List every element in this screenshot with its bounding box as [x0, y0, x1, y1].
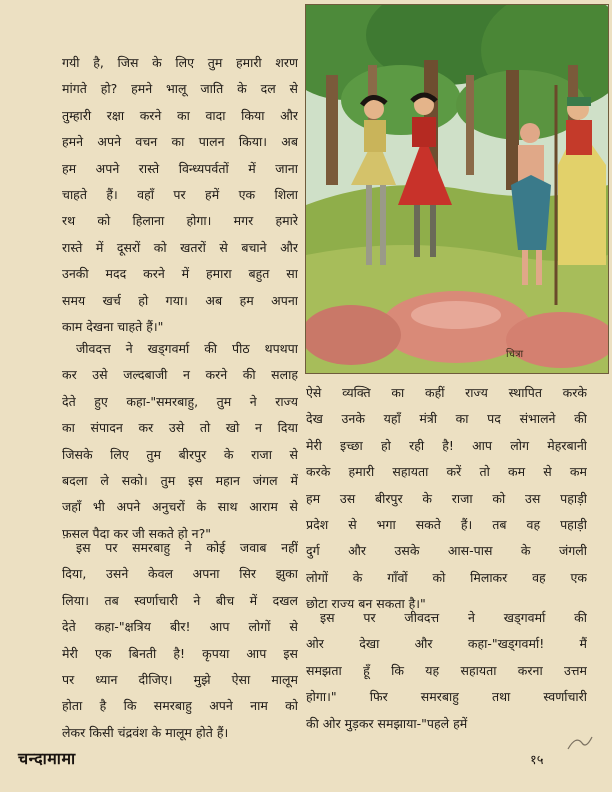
text-line: कर उसे जल्दबाजी न करने की सलाह	[62, 367, 298, 383]
text-line: होगा।" फिर समरबाहु तथा स्वर्णाचारी	[306, 689, 587, 705]
story-paragraph-2	[62, 336, 298, 547]
text-line: लेकर किसी चंद्रवंश के मालूम होते हैं।	[62, 724, 229, 740]
text-line: हमने अपने वचन का पालन किया। अब	[62, 134, 298, 150]
text-line: मेरी इच्छा हो रही है! आप लोग मेहरबानी	[306, 437, 587, 453]
text-line: इस पर समरबाहु ने कोई जवाब नहीं	[76, 540, 298, 555]
story-paragraph-5	[306, 605, 587, 737]
text-line: पर ध्यान दीजिए। मुझे ऐसा मालूम	[62, 672, 298, 688]
text-line: काम देखना चाहते हैं।"	[62, 319, 164, 335]
text-line: होता है कि समरबाहु अपने नाम को	[62, 698, 298, 714]
story-paragraph-3	[62, 535, 298, 746]
text-line: हम अपने रास्ते विन्ध्यपर्वतों में जाना	[62, 160, 298, 176]
text-line: रथ को हिलाना होगा। मगर हमारे	[62, 213, 298, 229]
text-line: ओर देखा और कहा-"खड्गवर्मा! मैं	[306, 636, 587, 652]
story-paragraph-4	[306, 380, 587, 618]
text-line: लिया। तब स्वर्णाचारी ने बीच में दखल	[62, 592, 298, 608]
story-paragraph-1	[62, 50, 298, 340]
text-line: उनकी मदद करने में हमारा बहुत सा	[62, 266, 298, 282]
text-line: करके हमारी सहायता करें तो कम से कम	[306, 464, 587, 480]
text-line: गयी है, जिस के लिए तुम हमारी शरण	[62, 55, 298, 70]
text-line: छोटा राज्य बन सकता है।"	[306, 596, 426, 612]
text-line: देख उनके यहाँ मंत्री का पद संभालने की	[306, 411, 587, 427]
text-line: हम उस बीरपुर के राजा को उस पहाड़ी	[306, 490, 587, 506]
text-line: देते कहा-"क्षत्रिय बीर! आप लोगों से	[62, 619, 298, 635]
text-line: ऐसे व्यक्ति का कहीं राज्य स्थापित करके	[306, 385, 587, 400]
text-line: मेरी एक बिनती है! कृपया आप इस	[62, 645, 298, 661]
text-line: बदला ले सको। तुम इस महान जंगल में	[62, 473, 298, 489]
text-line: समझता हूँ कि यह सहायता करना उत्तम	[306, 662, 587, 678]
text-line: तुम्हारी रक्षा करने का वादा किया और	[62, 107, 298, 123]
text-line: लोगों के गाँवों को मिलाकर वह एक	[306, 569, 587, 585]
story-illustration	[305, 4, 609, 374]
pen-mark-icon	[566, 733, 594, 753]
text-line: दिया, उसने केवल अपना सिर झुका	[62, 566, 298, 582]
text-line: रास्ते में दूसरों को खतरों से बचाने और	[62, 239, 298, 255]
text-line: चाहते हैं। वहाँ पर हमें एक शिला	[62, 187, 298, 203]
artist-signature: चित्रा	[506, 349, 524, 360]
text-line: की ओर मुड़कर समझाया-"पहले हमें	[306, 715, 468, 731]
text-line: समय खर्च हो गया। अब हम अपना	[62, 292, 298, 308]
text-line: मांगते हो? हमने भालू जाति के दल से	[62, 81, 298, 97]
text-line: जहाँ भी अपने अनुचरों के साथ आराम से	[62, 499, 298, 515]
text-line: जीवदत्त ने खड्गवर्मा की पीठ थपथपा	[76, 341, 298, 356]
text-line: दुर्ग और उसके आस-पास के जंगली	[306, 543, 587, 559]
text-line: देते हुए कहा-"समरबाहु, तुम ने राज्य	[62, 393, 298, 409]
text-line: का संपादन कर उसे तो खो न दिया	[62, 420, 298, 436]
text-line: जिसके लिए तुम बीरपुर के राजा से	[62, 446, 298, 462]
text-line: फ़सल पैदा कर जी सकते हो न?"	[62, 525, 211, 541]
magazine-title: चन्दामामा	[18, 749, 76, 768]
text-line: इस पर जीवदत्त ने खड्गवर्मा की	[320, 610, 587, 625]
page-number: १५	[530, 753, 544, 768]
text-line: प्रदेश से भगा सकते हैं। तब वह पहाड़ी	[306, 517, 587, 533]
